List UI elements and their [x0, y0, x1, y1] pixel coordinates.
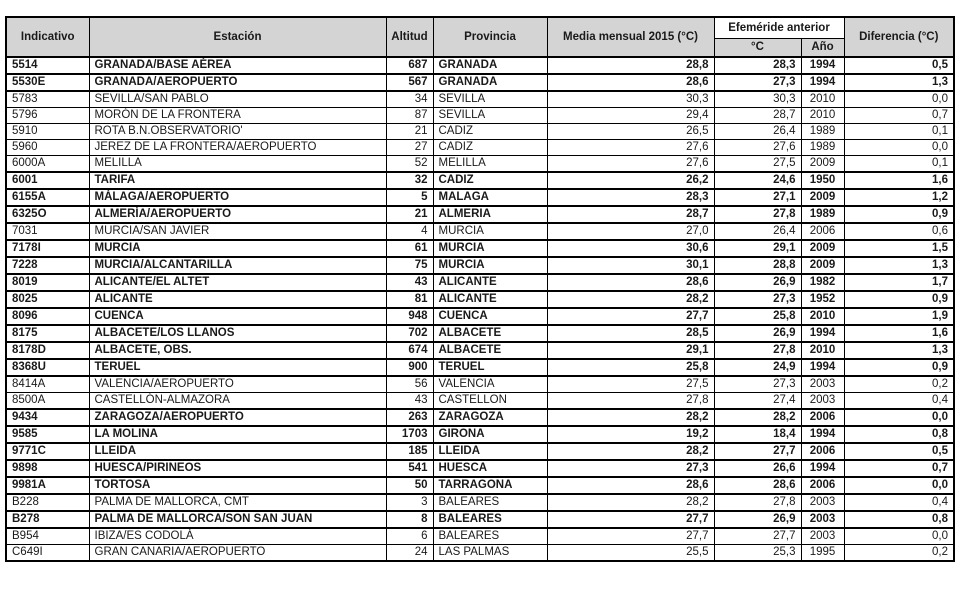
cell-indicativo: 9771C	[6, 443, 89, 460]
table-row	[6, 257, 954, 274]
cell-efemeride-year: 1989	[801, 124, 844, 140]
cell-provincia: MALAGA	[433, 189, 547, 206]
table-row	[6, 359, 954, 376]
cell-diferencia: 0,5	[844, 443, 954, 460]
cell-efemeride-year: 1994	[801, 74, 844, 91]
cell-diferencia: 0,4	[844, 393, 954, 410]
cell-media-mensual: 28,7	[547, 206, 714, 223]
cell-efemeride-celsius: 27,5	[714, 156, 801, 173]
cell-efemeride-year: 2003	[801, 528, 844, 545]
table-row	[6, 140, 954, 156]
cell-media-mensual: 27,7	[547, 308, 714, 325]
cell-efemeride-celsius: 24,6	[714, 172, 801, 189]
cell-estacion: MURCIA/SAN JAVIER	[89, 223, 386, 240]
cell-provincia: MURCIA	[433, 257, 547, 274]
cell-efemeride-year: 1982	[801, 274, 844, 291]
table-row	[6, 426, 954, 443]
cell-efemeride-celsius: 27,8	[714, 342, 801, 359]
cell-altitud: 674	[386, 342, 433, 359]
cell-media-mensual: 27,8	[547, 393, 714, 410]
cell-provincia: CADIZ	[433, 140, 547, 156]
cell-efemeride-year: 1989	[801, 206, 844, 223]
table-row	[6, 393, 954, 410]
cell-media-mensual: 28,5	[547, 325, 714, 342]
cell-efemeride-year: 1994	[801, 460, 844, 477]
cell-diferencia: 0,8	[844, 511, 954, 528]
cell-estacion: JEREZ DE LA FRONTERA/AEROPUERTO	[89, 140, 386, 156]
header-efemeride-anterior: Efeméride anterior	[714, 17, 844, 38]
cell-efemeride-year: 2003	[801, 494, 844, 511]
cell-indicativo: 8175	[6, 325, 89, 342]
cell-diferencia: 1,5	[844, 240, 954, 257]
cell-efemeride-year: 2009	[801, 189, 844, 206]
cell-indicativo: 8096	[6, 308, 89, 325]
cell-efemeride-celsius: 26,4	[714, 223, 801, 240]
cell-altitud: 43	[386, 274, 433, 291]
cell-altitud: 50	[386, 477, 433, 494]
cell-media-mensual: 29,1	[547, 342, 714, 359]
header-altitud: Altitud	[386, 17, 433, 57]
cell-media-mensual: 28,6	[547, 74, 714, 91]
cell-indicativo: 5796	[6, 108, 89, 124]
cell-indicativo: 6155A	[6, 189, 89, 206]
cell-efemeride-celsius: 27,3	[714, 291, 801, 308]
cell-indicativo: 9898	[6, 460, 89, 477]
cell-estacion: PALMA DE MALLORCA, CMT	[89, 494, 386, 511]
table-row	[6, 108, 954, 124]
cell-estacion: CASTELLÓN-ALMAZORA	[89, 393, 386, 410]
cell-provincia: BALEARES	[433, 528, 547, 545]
cell-estacion: VALENCIA/AEROPUERTO	[89, 376, 386, 393]
cell-efemeride-celsius: 26,9	[714, 511, 801, 528]
cell-indicativo: 5530E	[6, 74, 89, 91]
table-row	[6, 291, 954, 308]
cell-altitud: 567	[386, 74, 433, 91]
cell-provincia: CADIZ	[433, 124, 547, 140]
cell-efemeride-year: 2003	[801, 376, 844, 393]
cell-provincia: ALMERIA	[433, 206, 547, 223]
table-row	[6, 206, 954, 223]
cell-provincia: ALBACETE	[433, 342, 547, 359]
cell-diferencia: 1,3	[844, 342, 954, 359]
cell-media-mensual: 25,8	[547, 359, 714, 376]
cell-altitud: 900	[386, 359, 433, 376]
cell-efemeride-celsius: 25,3	[714, 545, 801, 562]
table-row	[6, 91, 954, 108]
cell-provincia: BALEARES	[433, 511, 547, 528]
table-row	[6, 460, 954, 477]
cell-altitud: 43	[386, 393, 433, 410]
cell-efemeride-celsius: 26,4	[714, 124, 801, 140]
cell-efemeride-year: 2010	[801, 108, 844, 124]
cell-efemeride-celsius: 30,3	[714, 91, 801, 108]
table-row	[6, 240, 954, 257]
cell-altitud: 8	[386, 511, 433, 528]
station-records-table	[5, 16, 955, 562]
cell-media-mensual: 27,3	[547, 460, 714, 477]
cell-altitud: 61	[386, 240, 433, 257]
cell-efemeride-celsius: 27,8	[714, 206, 801, 223]
cell-provincia: GRANADA	[433, 74, 547, 91]
cell-estacion: SEVILLA/SAN PABLO	[89, 91, 386, 108]
cell-indicativo: C649I	[6, 545, 89, 562]
cell-indicativo: 8368U	[6, 359, 89, 376]
cell-altitud: 541	[386, 460, 433, 477]
cell-diferencia: 0,4	[844, 494, 954, 511]
table-row	[6, 156, 954, 173]
cell-indicativo: 5910	[6, 124, 89, 140]
cell-provincia: MURCIA	[433, 223, 547, 240]
cell-efemeride-year: 1994	[801, 359, 844, 376]
cell-estacion: CUENCA	[89, 308, 386, 325]
cell-altitud: 21	[386, 206, 433, 223]
cell-diferencia: 1,3	[844, 74, 954, 91]
cell-estacion: TORTOSA	[89, 477, 386, 494]
cell-diferencia: 0,7	[844, 460, 954, 477]
cell-provincia: CADIZ	[433, 172, 547, 189]
cell-efemeride-year: 2003	[801, 511, 844, 528]
cell-indicativo: 5960	[6, 140, 89, 156]
cell-indicativo: 8025	[6, 291, 89, 308]
cell-diferencia: 0,5	[844, 57, 954, 74]
cell-altitud: 3	[386, 494, 433, 511]
cell-efemeride-celsius: 24,9	[714, 359, 801, 376]
cell-estacion: ALBACETE/LOS LLANOS	[89, 325, 386, 342]
cell-efemeride-year: 1994	[801, 325, 844, 342]
cell-efemeride-celsius: 27,6	[714, 140, 801, 156]
cell-estacion: ALICANTE/EL ALTET	[89, 274, 386, 291]
table-row	[6, 409, 954, 426]
cell-altitud: 1703	[386, 426, 433, 443]
cell-provincia: MELILLA	[433, 156, 547, 173]
table-header	[6, 17, 954, 57]
cell-diferencia: 1,9	[844, 308, 954, 325]
cell-estacion: MELILLA	[89, 156, 386, 173]
cell-media-mensual: 30,3	[547, 91, 714, 108]
cell-diferencia: 0,9	[844, 359, 954, 376]
table-row	[6, 376, 954, 393]
cell-media-mensual: 25,5	[547, 545, 714, 562]
cell-altitud: 56	[386, 376, 433, 393]
cell-efemeride-year: 1952	[801, 291, 844, 308]
cell-efemeride-year: 2010	[801, 308, 844, 325]
cell-provincia: SEVILLA	[433, 91, 547, 108]
cell-provincia: TERUEL	[433, 359, 547, 376]
cell-provincia: TARRAGONA	[433, 477, 547, 494]
cell-efemeride-celsius: 27,7	[714, 443, 801, 460]
cell-diferencia: 0,0	[844, 528, 954, 545]
cell-indicativo: 8414A	[6, 376, 89, 393]
header-row-1	[6, 17, 954, 38]
cell-media-mensual: 19,2	[547, 426, 714, 443]
cell-media-mensual: 28,2	[547, 409, 714, 426]
table-row	[6, 443, 954, 460]
cell-provincia: ZARAGOZA	[433, 409, 547, 426]
cell-estacion: MURCIA/ALCANTARILLA	[89, 257, 386, 274]
cell-efemeride-year: 2009	[801, 257, 844, 274]
cell-estacion: ZARAGOZA/AEROPUERTO	[89, 409, 386, 426]
cell-estacion: HUESCA/PIRINEOS	[89, 460, 386, 477]
cell-diferencia: 1,2	[844, 189, 954, 206]
cell-indicativo: 7031	[6, 223, 89, 240]
cell-provincia: LLEIDA	[433, 443, 547, 460]
cell-estacion: MÁLAGA/AEROPUERTO	[89, 189, 386, 206]
cell-altitud: 81	[386, 291, 433, 308]
cell-efemeride-year: 1994	[801, 57, 844, 74]
cell-indicativo: 5514	[6, 57, 89, 74]
cell-indicativo: 8019	[6, 274, 89, 291]
cell-estacion: MURCIA	[89, 240, 386, 257]
cell-efemeride-celsius: 27,8	[714, 494, 801, 511]
cell-altitud: 263	[386, 409, 433, 426]
cell-media-mensual: 27,5	[547, 376, 714, 393]
cell-indicativo: 6000A	[6, 156, 89, 173]
cell-altitud: 4	[386, 223, 433, 240]
cell-provincia: GIRONA	[433, 426, 547, 443]
header-provincia: Provincia	[433, 17, 547, 57]
cell-diferencia: 0,1	[844, 124, 954, 140]
cell-estacion: PALMA DE MALLORCA/SON SAN JUAN	[89, 511, 386, 528]
cell-efemeride-celsius: 28,7	[714, 108, 801, 124]
cell-efemeride-celsius: 27,7	[714, 528, 801, 545]
cell-diferencia: 0,0	[844, 409, 954, 426]
table-row	[6, 308, 954, 325]
cell-media-mensual: 28,2	[547, 494, 714, 511]
cell-provincia: CASTELLON	[433, 393, 547, 410]
cell-efemeride-celsius: 25,8	[714, 308, 801, 325]
cell-media-mensual: 29,4	[547, 108, 714, 124]
cell-diferencia: 0,1	[844, 156, 954, 173]
table-row	[6, 477, 954, 494]
table-row	[6, 124, 954, 140]
header-efemeride-year: Año	[801, 38, 844, 57]
header-efemeride-celsius: °C	[714, 38, 801, 57]
cell-efemeride-celsius: 29,1	[714, 240, 801, 257]
cell-diferencia: 1,6	[844, 172, 954, 189]
cell-altitud: 185	[386, 443, 433, 460]
cell-efemeride-year: 2006	[801, 477, 844, 494]
cell-efemeride-celsius: 26,6	[714, 460, 801, 477]
cell-altitud: 948	[386, 308, 433, 325]
cell-provincia: ALBACETE	[433, 325, 547, 342]
cell-efemeride-celsius: 27,1	[714, 189, 801, 206]
cell-diferencia: 1,6	[844, 325, 954, 342]
cell-provincia: ALICANTE	[433, 274, 547, 291]
cell-efemeride-year: 2003	[801, 393, 844, 410]
cell-efemeride-celsius: 26,9	[714, 274, 801, 291]
cell-indicativo: 9585	[6, 426, 89, 443]
cell-estacion: GRAN CANARIA/AEROPUERTO	[89, 545, 386, 562]
cell-efemeride-year: 2009	[801, 156, 844, 173]
cell-indicativo: B278	[6, 511, 89, 528]
cell-efemeride-celsius: 28,8	[714, 257, 801, 274]
cell-altitud: 52	[386, 156, 433, 173]
cell-media-mensual: 28,2	[547, 291, 714, 308]
cell-estacion: LA MOLINA	[89, 426, 386, 443]
cell-diferencia: 0,6	[844, 223, 954, 240]
table-row	[6, 57, 954, 74]
cell-media-mensual: 26,5	[547, 124, 714, 140]
table-row	[6, 511, 954, 528]
table-row	[6, 189, 954, 206]
cell-efemeride-year: 2006	[801, 443, 844, 460]
cell-provincia: HUESCA	[433, 460, 547, 477]
cell-provincia: CUENCA	[433, 308, 547, 325]
table-row	[6, 74, 954, 91]
cell-estacion: LLEIDA	[89, 443, 386, 460]
cell-efemeride-year: 2009	[801, 240, 844, 257]
cell-efemeride-year: 1989	[801, 140, 844, 156]
table-row	[6, 528, 954, 545]
cell-media-mensual: 27,7	[547, 511, 714, 528]
cell-estacion: IBIZA/ES CODOLÁ	[89, 528, 386, 545]
cell-efemeride-celsius: 28,3	[714, 57, 801, 74]
table-row	[6, 325, 954, 342]
cell-altitud: 75	[386, 257, 433, 274]
cell-altitud: 87	[386, 108, 433, 124]
cell-media-mensual: 27,0	[547, 223, 714, 240]
header-estacion: Estación	[89, 17, 386, 57]
cell-estacion: ALBACETE, OBS.	[89, 342, 386, 359]
cell-estacion: ALICANTE	[89, 291, 386, 308]
cell-estacion: TARIFA	[89, 172, 386, 189]
cell-indicativo: 9434	[6, 409, 89, 426]
cell-diferencia: 0,8	[844, 426, 954, 443]
cell-diferencia: 0,0	[844, 140, 954, 156]
cell-diferencia: 0,9	[844, 206, 954, 223]
cell-estacion: GRANADA/BASE AÉREA	[89, 57, 386, 74]
header-diferencia: Diferencia (°C)	[844, 17, 954, 57]
cell-efemeride-celsius: 28,2	[714, 409, 801, 426]
cell-altitud: 21	[386, 124, 433, 140]
cell-efemeride-year: 2010	[801, 342, 844, 359]
cell-efemeride-year: 1995	[801, 545, 844, 562]
cell-provincia: GRANADA	[433, 57, 547, 74]
cell-estacion: ROTA B.N.OBSERVATORIO'	[89, 124, 386, 140]
cell-media-mensual: 30,6	[547, 240, 714, 257]
cell-altitud: 27	[386, 140, 433, 156]
cell-indicativo: 6001	[6, 172, 89, 189]
cell-provincia: SEVILLA	[433, 108, 547, 124]
header-media-mensual: Media mensual 2015 (°C)	[547, 17, 714, 57]
cell-indicativo: B954	[6, 528, 89, 545]
table-row	[6, 172, 954, 189]
table-row	[6, 342, 954, 359]
cell-indicativo: 9981A	[6, 477, 89, 494]
cell-estacion: TERUEL	[89, 359, 386, 376]
cell-media-mensual: 28,2	[547, 443, 714, 460]
cell-estacion: MORÓN DE LA FRONTERA	[89, 108, 386, 124]
cell-provincia: VALENCIA	[433, 376, 547, 393]
cell-altitud: 6	[386, 528, 433, 545]
cell-diferencia: 0,2	[844, 545, 954, 562]
cell-altitud: 32	[386, 172, 433, 189]
cell-diferencia: 0,7	[844, 108, 954, 124]
cell-altitud: 34	[386, 91, 433, 108]
cell-efemeride-celsius: 27,4	[714, 393, 801, 410]
cell-altitud: 687	[386, 57, 433, 74]
cell-indicativo: 8500A	[6, 393, 89, 410]
cell-provincia: MURCIA	[433, 240, 547, 257]
cell-efemeride-celsius: 18,4	[714, 426, 801, 443]
cell-diferencia: 0,0	[844, 477, 954, 494]
cell-efemeride-celsius: 28,6	[714, 477, 801, 494]
cell-estacion: ALMERÍA/AEROPUERTO	[89, 206, 386, 223]
cell-estacion: GRANADA/AEROPUERTO	[89, 74, 386, 91]
cell-diferencia: 1,7	[844, 274, 954, 291]
cell-efemeride-celsius: 27,3	[714, 74, 801, 91]
cell-efemeride-celsius: 27,3	[714, 376, 801, 393]
cell-provincia: LAS PALMAS	[433, 545, 547, 562]
cell-media-mensual: 28,6	[547, 477, 714, 494]
cell-media-mensual: 28,8	[547, 57, 714, 74]
table-body	[6, 57, 954, 561]
cell-efemeride-year: 1994	[801, 426, 844, 443]
cell-media-mensual: 28,6	[547, 274, 714, 291]
table-row	[6, 223, 954, 240]
table-row	[6, 274, 954, 291]
cell-media-mensual: 26,2	[547, 172, 714, 189]
header-indicativo: Indicativo	[6, 17, 89, 57]
cell-efemeride-year: 1950	[801, 172, 844, 189]
cell-indicativo: 5783	[6, 91, 89, 108]
table-row	[6, 494, 954, 511]
cell-indicativo: 6325O	[6, 206, 89, 223]
cell-altitud: 702	[386, 325, 433, 342]
cell-efemeride-year: 2006	[801, 409, 844, 426]
cell-media-mensual: 28,3	[547, 189, 714, 206]
cell-provincia: ALICANTE	[433, 291, 547, 308]
cell-indicativo: 8178D	[6, 342, 89, 359]
cell-media-mensual: 30,1	[547, 257, 714, 274]
cell-diferencia: 0,2	[844, 376, 954, 393]
cell-indicativo: 7178I	[6, 240, 89, 257]
cell-media-mensual: 27,6	[547, 156, 714, 173]
table-row	[6, 545, 954, 562]
cell-efemeride-year: 2006	[801, 223, 844, 240]
cell-media-mensual: 27,7	[547, 528, 714, 545]
cell-altitud: 5	[386, 189, 433, 206]
cell-altitud: 24	[386, 545, 433, 562]
cell-indicativo: 7228	[6, 257, 89, 274]
cell-media-mensual: 27,6	[547, 140, 714, 156]
cell-diferencia: 1,3	[844, 257, 954, 274]
cell-efemeride-year: 2010	[801, 91, 844, 108]
cell-efemeride-celsius: 26,9	[714, 325, 801, 342]
cell-provincia: BALEARES	[433, 494, 547, 511]
cell-indicativo: B228	[6, 494, 89, 511]
cell-diferencia: 0,0	[844, 91, 954, 108]
cell-diferencia: 0,9	[844, 291, 954, 308]
